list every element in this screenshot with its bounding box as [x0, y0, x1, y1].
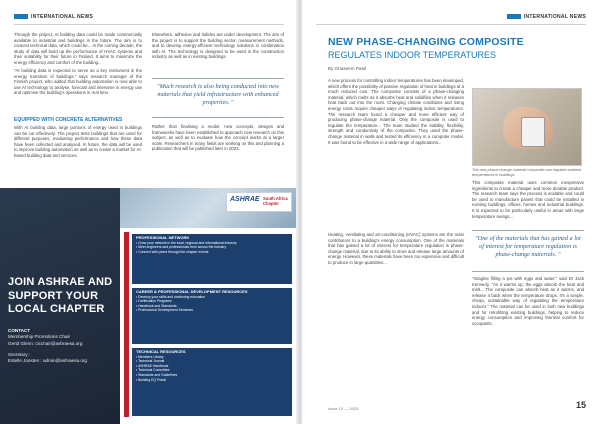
- ashrae-advertisement: [0, 188, 296, 424]
- ad-contact-block: [8, 328, 120, 364]
- left-page: [0, 0, 298, 424]
- ad-section-item: • Technical Committee: [136, 368, 288, 373]
- ad-section-heading: TECHNICAL RESOURCES: [136, 349, 186, 354]
- left-subhead: EQUIPPED WITH CONCRETE ALTERNATIVES: [14, 117, 123, 123]
- ad-headline: JOIN ASHRAE AND SUPPORT YOUR LOCAL CHAPTER: [8, 276, 113, 315]
- ad-section-item: • Handbook and Standards: [136, 304, 288, 309]
- right-header-rule: [316, 24, 586, 25]
- header-accent-bar: [14, 14, 28, 19]
- ad-contact-role: Membership Promotions Chair: [8, 334, 71, 340]
- ad-section-heading: CAREER & PROFESSIONAL DEVELOPMENT RESOURCES: [136, 289, 248, 294]
- right-column-2: [472, 180, 584, 386]
- right-header-text: INTERNATIONAL NEWS: [523, 14, 586, 20]
- right-header-tag: [507, 14, 586, 22]
- left-pull-quote: "Much research is also being conducted into new materials that yield infrastructure with enhanced properties. ": [152, 78, 284, 118]
- ad-section-technical: [132, 348, 292, 416]
- photo-thermostat: [521, 117, 545, 147]
- ashrae-chapter: South Africa Chapter: [263, 196, 288, 206]
- right-col2-para-2: "Imagine filling a pot with eggs and water," said Dr Jack Kennedy. "As it warms up, the eggs absorb the heat and melt... The composite can absorb heat as it warms, and release it back when the temperature drops. It's a simple, cheap, sustainable way of regulating the temperature indoors." The material can be used in both new buildings and for retrofitting existing buildings, helping to reduce energy consumption and improving thermal comfort for occupants.: [472, 276, 584, 326]
- left-col1-para-1: Through the project, AI building data could be made commercially available to industrial and buildings in the future. The aim is to connect technical data, which could be... In the coming decade, the study of data will build up the performance of HVAC systems and their suitability for their future in Finland. It aims to maximize the energy efficiency and comfort of the building...: [14, 32, 142, 65]
- article-photo: [472, 88, 582, 166]
- right-col2-para-1: This composite material uses common inexpensive ingredients to create a cheaper and more durable product. The research team says the process is scalable and could be used to manufacture panels that could be installed in existing buildings, offices, homes and industrial buildings. It is expected to be particularly useful in areas with large temperature swings...: [472, 180, 584, 219]
- header-accent-bar: [507, 14, 521, 19]
- left-col1-para-2: "AI building data is expected to serve as a key instrument in the energy transition of buildings," says research manager of the Finnish project, who added that building automation is now able to use AI technology to analyse, forecast and intervene in energy use and optimise the building's operations in real time.: [14, 68, 142, 96]
- right-column-1: [328, 78, 464, 382]
- ad-section-item: • Grow your network in the local, regional and international industry: [136, 241, 288, 246]
- photo-caption: The new phase-change material composite can regulate ambient temperatures in buildings.: [472, 168, 582, 177]
- ad-section-item: • Meet engineers and professionals from across the industry: [136, 245, 288, 250]
- left-column-2: [152, 32, 284, 170]
- ad-accent-bar: [124, 232, 129, 417]
- right-page: [302, 0, 600, 424]
- ad-section-item: • Connect with peers through the chapter events: [136, 250, 288, 255]
- left-col2-para-2: Rather than finalising a model, new concepts, designs and frameworks have been established to approach new research on this subject, as well as to evaluate how the concept works at a larger scale. Researchers in many fields are working on this and planning a publication that will be published later in 2023.: [152, 124, 284, 152]
- left-header-rule: [14, 24, 284, 25]
- ad-section-item: • ASHRAE Handbook: [136, 364, 288, 369]
- article-subtitle: REGULATES INDOOR TEMPERATURES: [328, 50, 497, 60]
- article-byline: By Ghaseem Patel: [328, 66, 367, 71]
- left-header-tag: [14, 14, 93, 22]
- ad-section-item: • Professional Development Seminars: [136, 308, 288, 313]
- ad-contact-label: CONTACT: [8, 328, 31, 333]
- ad-left-panel: [0, 188, 120, 424]
- ad-section-item: • Standards and Guidelines: [136, 373, 288, 378]
- right-col1-para-1: A new process for controlling indoor temperatures has been developed, which offers the possibility of passive regulation of heat in buildings at a much reduced cost. The composite consists of a phase-changing material, which melts as it absorbs heat and solidifies when it releases heat back out into the room. Changing climate conditions and rising energy costs require cheaper ways of regulating indoor temperatures. The research team found a cheaper and more efficient way of producing phase-change material. Only the composite is used to regulate the temperature... The team studied the stability, flexibility, strength and conductivity of the composite. They used the phase-change material in walls and tested its efficiency in a computer model. It was found to be effective in a wide range of applications...: [328, 78, 464, 145]
- ad-section-item: • Certification Programs: [136, 299, 288, 304]
- left-header-text: INTERNATIONAL NEWS: [31, 14, 94, 20]
- ad-section-item: • Develop your skills and continuing education: [136, 295, 288, 300]
- ashrae-brand: ASHRAE: [230, 196, 260, 203]
- ad-section-career: [132, 288, 292, 344]
- left-column-1: [14, 32, 142, 175]
- page-footer: Issue 12 — 2023: [328, 406, 359, 411]
- ad-section-item: • Members Library: [136, 355, 288, 360]
- right-pull-quote: "One of the materials that has gained a lot of interest for temperature regulation is phase-change materials. ": [472, 230, 584, 272]
- ad-contact-person[interactable]: Gerid Glenn: cicchair@ashraesa.org: [8, 340, 83, 346]
- ad-section-network: [132, 234, 292, 284]
- ad-secretary-person[interactable]: Estelle Joosten : admin@ashraesa.org: [8, 358, 87, 364]
- page-number: 15: [575, 400, 586, 410]
- article-title: NEW PHASE-CHANGING COMPOSITE: [328, 36, 524, 48]
- left-col2-para-1: Elsewhere, adhesive and halides are under development. The aim of the project is to support the building sector, measurement methods, and to develop energy-efficient technology solutions in combination with AI. The technology is designed to be used in the construction industry as well as in existing buildings.: [152, 32, 284, 60]
- ad-right-panel: [120, 188, 296, 424]
- ad-section-heading: PROFESSIONAL NETWORK: [136, 235, 190, 240]
- ad-secretary-label: Secretary :: [8, 351, 31, 357]
- ashrae-logo: [226, 192, 292, 212]
- ad-section-item: • Building EQ Portal: [136, 378, 288, 383]
- right-col1-para-2: Heating, ventilating and air-conditioning (HVAC) systems are the main contributors to a building's energy consumption. One of the materials that has gained a lot of interest for temperature regulation is phase-change material, due to its ability to store and release large amounts of energy. However, these materials have been too expensive and difficult to produce in large quantities...: [328, 232, 464, 265]
- ad-section-item: • Technical Journal: [136, 359, 288, 364]
- left-col1-para-3: With AI building data, large portions of energy used in buildings can be cut effectively. The project tests buildings that are used for different purposes, evaluating performance and how these data have been collected and analysed. In future, the data will be used to improve building automation as well as to create a market for AI-based building data and services.: [14, 125, 142, 158]
